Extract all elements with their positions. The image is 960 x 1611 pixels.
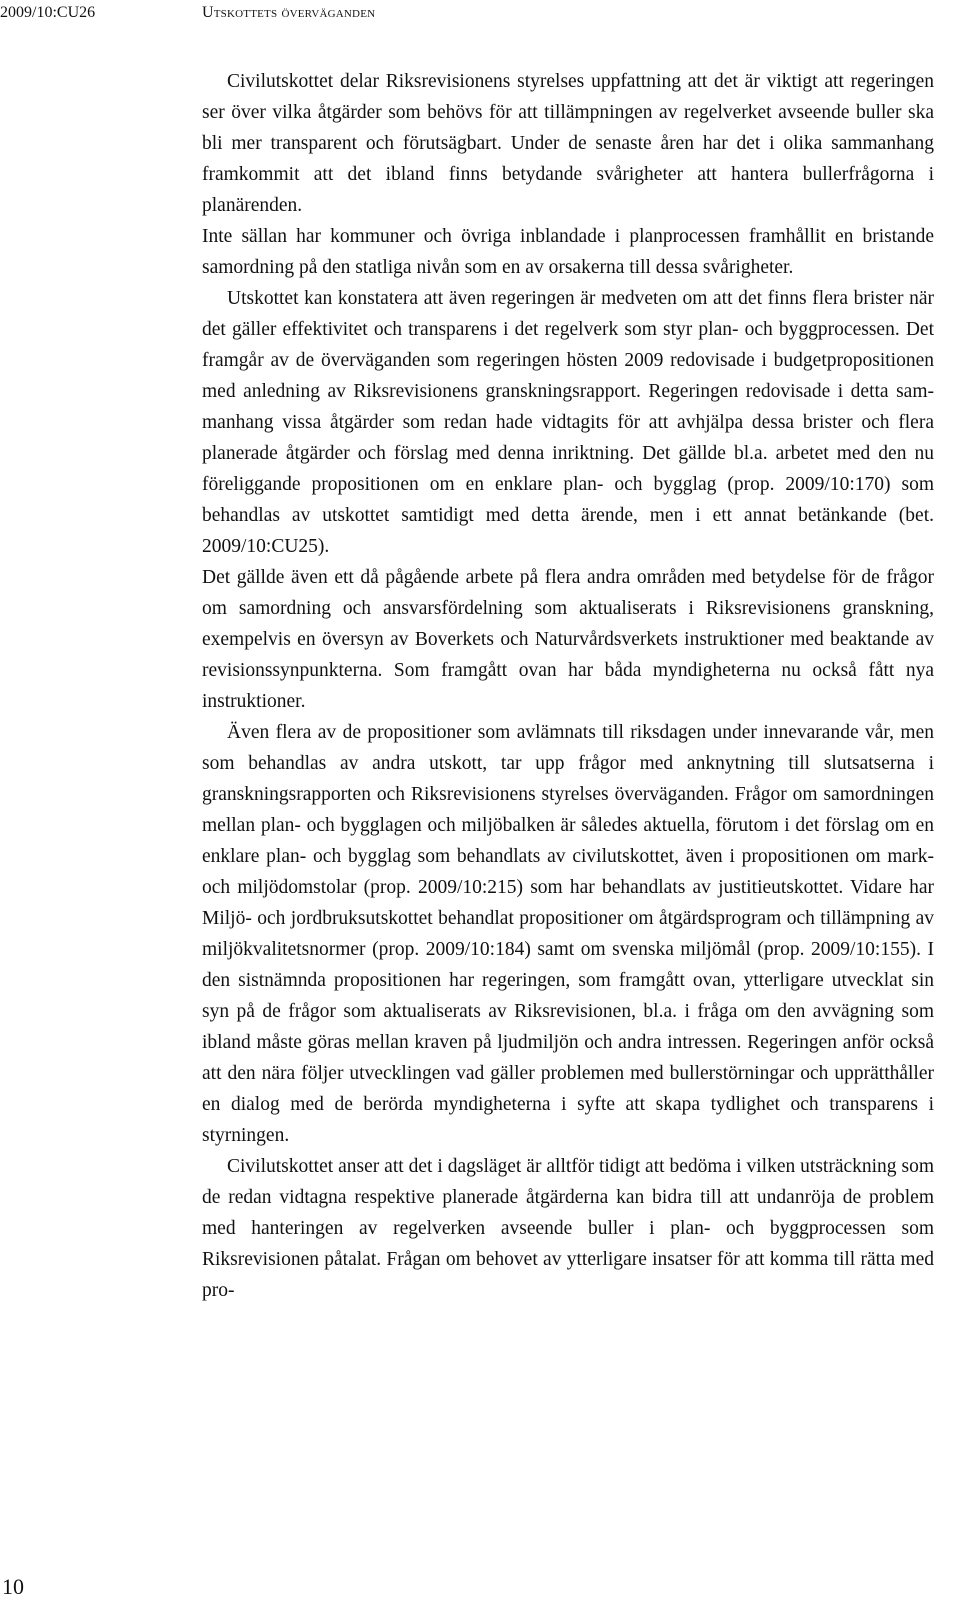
section-title: Utskottets överväganden bbox=[202, 4, 376, 21]
paragraph: Civilutskottet delar Riksrevisionens styrelses uppfattning att det är viktigt att regeringen ser över vilka åtgärder som behövs för att tillämpningen av regelverket avseende buller ska bli mer transparent och förutsägbart. Under de senaste åren har det i olika sammanhang framkommit att det ibland finns betydande svårigheter att hantera bullerfrågorna i planärenden. bbox=[202, 71, 934, 216]
paragraph: Utskottet kan konstatera att även regeringen är medveten om att det finns flera brister när det gäller effektivitet och transparens i det regelverk som styr plan- och byggprocessen. Det framgår av de överväganden som regeringen hösten 2009 redovisade i budgetpropositionen med anledning av Riksrevisionens granskningsrapport. Regeringen redovisade i detta sammanhang vissa åtgärder som redan hade vidtagits för att avhjälpa dessa brister och flera planerade åtgärder och förslag med denna inriktning. Det gällde bl.a. arbetet med den nu föreliggande propositionen om en enklare plan- och bygglag (prop. 2009/10:170) som behandlas av utskottet samtidigt med detta ärende, men i ett annat betänkande (bet. 2009/10:CU25). bbox=[202, 288, 934, 557]
body-text bbox=[202, 66, 934, 1306]
document-code: 2009/10:CU26 bbox=[0, 4, 96, 21]
paragraph: Det gällde även ett då pågående arbete på flera andra områden med betydelse för de frågor om samordning och ansvarsfördelning som aktualiserats i Riksrevisionens granskning, exempelvis en översyn av Boverkets och Naturvårdsverkets instruktioner med beaktande av revisionssynpunkterna. Som framgått ovan har båda myndigheterna nu också fått nya instruktioner. bbox=[202, 567, 934, 712]
paragraph: Även flera av de propositioner som avlämnats till riksdagen under innevarande vår, men som behandlas av andra utskott, tar upp frågor med anknytning till slutsatserna i granskningsrapporten och Riksrevisionens styrelses överväganden. Frågor om samordningen mellan plan- och bygglagen och miljöbalken är således aktuella, förutom i det förslag om en enklare plan- och bygglag som behandlats av civilutskottet, även i propositionen om mark- och miljödomstolar (prop. 2009/10:215) som har behandlats av justitieutskottet. Vidare har Miljö- och jordbruksutskottet behandlat propositioner om åtgärdsprogram och tillämpning av miljökvalitetsnormer (prop. 2009/10:184) samt om svenska miljömål (prop. 2009/10:155). I den sistnämnda propositionen har regeringen, som framgått ovan, ytterligare utvecklat sin syn på de frågor som aktualiserats av Riksrevisionen, bl.a. i fråga om den avvägning som ibland måste göras mellan kraven på ljudmiljön och andra intressen. Regeringen anför också att den nära följer utvecklingen vad gäller problemen med bullerstörningar och upprätthåller en dialog med de berörda myndigheterna i syfte att skapa tydlighet och transparens i styrningen. bbox=[202, 722, 934, 1146]
paragraph: Civilutskottet anser att det i dagsläget är alltför tidigt att bedöma i vilken utsträckning som de redan vidtagna respektive planerade åtgärderna kan bidra till att undanröja de problem med hanteringen av regelverken avseende buller i plan- och byggprocessen som Riksrevisionen påtalat. Frågan om behovet av ytterligare insatser för att komma till rätta med pro- bbox=[202, 1156, 934, 1301]
running-header bbox=[0, 1, 960, 25]
page-number: 10 bbox=[2, 1574, 24, 1599]
paragraph: Inte sällan har kommuner och övriga inblandade i planprocessen framhållit en bristande samordning på den statliga nivån som en av orsakerna till dessa svårigheter. bbox=[202, 226, 934, 278]
